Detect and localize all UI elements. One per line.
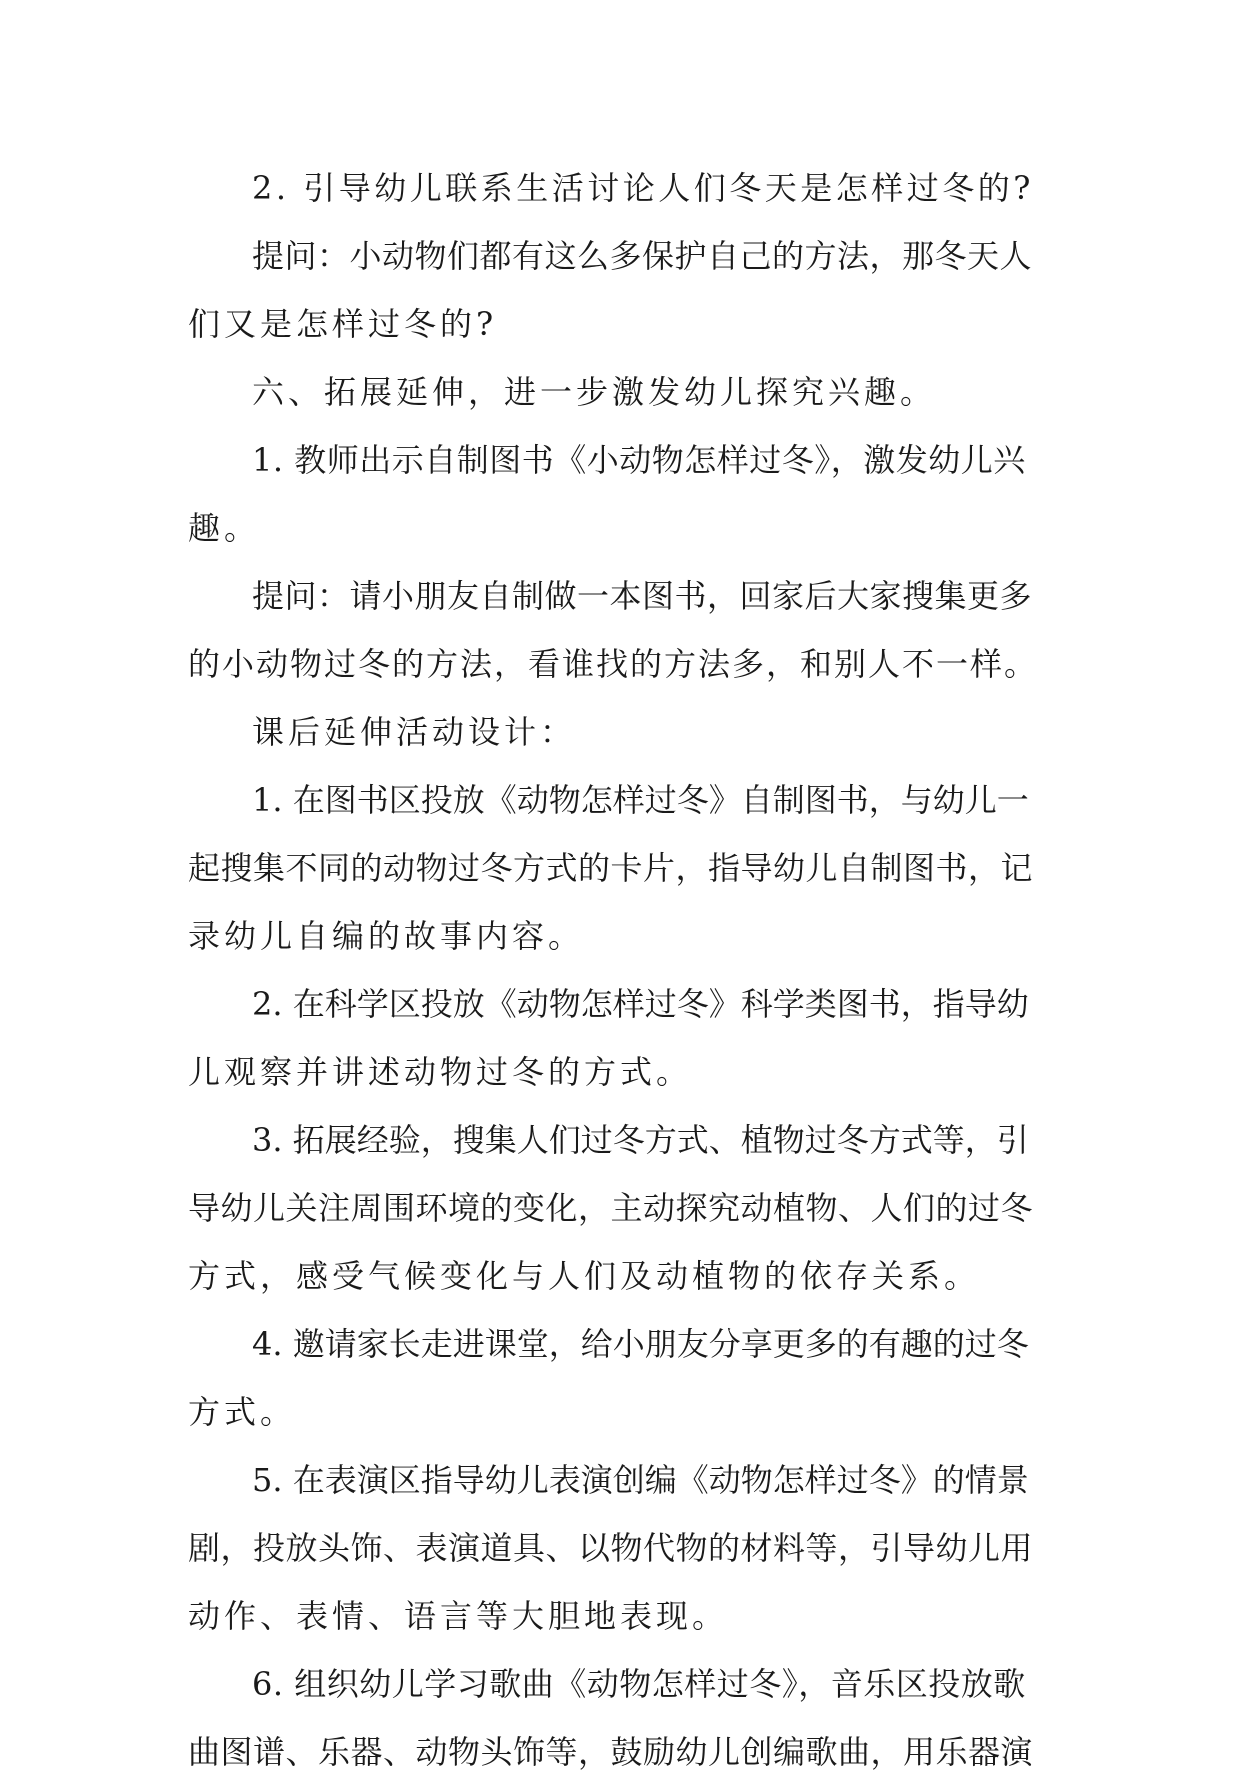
text-line: 导幼儿关注周围环境的变化，主动探究动植物、人们的过冬 — [188, 1189, 1034, 1227]
text-line: 们又是怎样过冬的? — [188, 305, 498, 343]
text-line: 趣。 — [188, 509, 261, 547]
section-heading: 课后延伸活动设计： — [252, 713, 577, 751]
text-line: 起搜集不同的动物过冬方式的卡片，指导幼儿自制图书，记 — [188, 849, 1034, 887]
text-line: 提问：小动物们都有这么多保护自己的方法，那冬天人 — [252, 237, 1033, 275]
text-line: 剧，投放头饰、表演道具、以物代物的材料等，引导幼儿用 — [188, 1529, 1034, 1567]
text-line: 提问：请小朋友自制做一本图书，回家后大家搜集更多 — [252, 577, 1033, 615]
text-line: 4. 邀请家长走进课堂，给小朋友分享更多的有趣的过冬 — [252, 1325, 1029, 1363]
text-line: 1. 教师出示自制图书《小动物怎样过冬》，激发幼儿兴 — [252, 441, 1026, 479]
text-line: 的小动物过冬的方法，看谁找的方法多，和别人不一样。 — [188, 645, 1038, 683]
section-heading: 六、拓展延伸，进一步激发幼儿探究兴趣。 — [252, 373, 937, 411]
text-line: 儿观察并讲述动物过冬的方式。 — [188, 1053, 693, 1091]
text-line: 曲图谱、乐器、动物头饰等，鼓励幼儿创编歌曲，用乐器演 — [188, 1733, 1034, 1771]
text-line: 动作、表情、语言等大胆地表现。 — [188, 1597, 729, 1635]
text-line: 方式，感受气候变化与人们及动植物的依存关系。 — [188, 1257, 981, 1295]
text-line: 录幼儿自编的故事内容。 — [188, 917, 585, 955]
text-line: 方式。 — [188, 1393, 297, 1431]
body-text — [188, 154, 1038, 1786]
text-line: 2. 在科学区投放《动物怎样过冬》科学类图书，指导幼 — [252, 985, 1029, 1023]
text-line: 5. 在表演区指导幼儿表演创编《动物怎样过冬》的情景 — [252, 1461, 1029, 1499]
text-line: 1. 在图书区投放《动物怎样过冬》自制图书，与幼儿一 — [252, 781, 1029, 819]
text-line: 3. 拓展经验，搜集人们过冬方式、植物过冬方式等，引 — [252, 1121, 1029, 1159]
text-line: 6. 组织幼儿学习歌曲《动物怎样过冬》，音乐区投放歌 — [252, 1665, 1026, 1703]
text-line: 2. 引导幼儿联系生活讨论人们冬天是怎样过冬的? — [252, 169, 1034, 207]
